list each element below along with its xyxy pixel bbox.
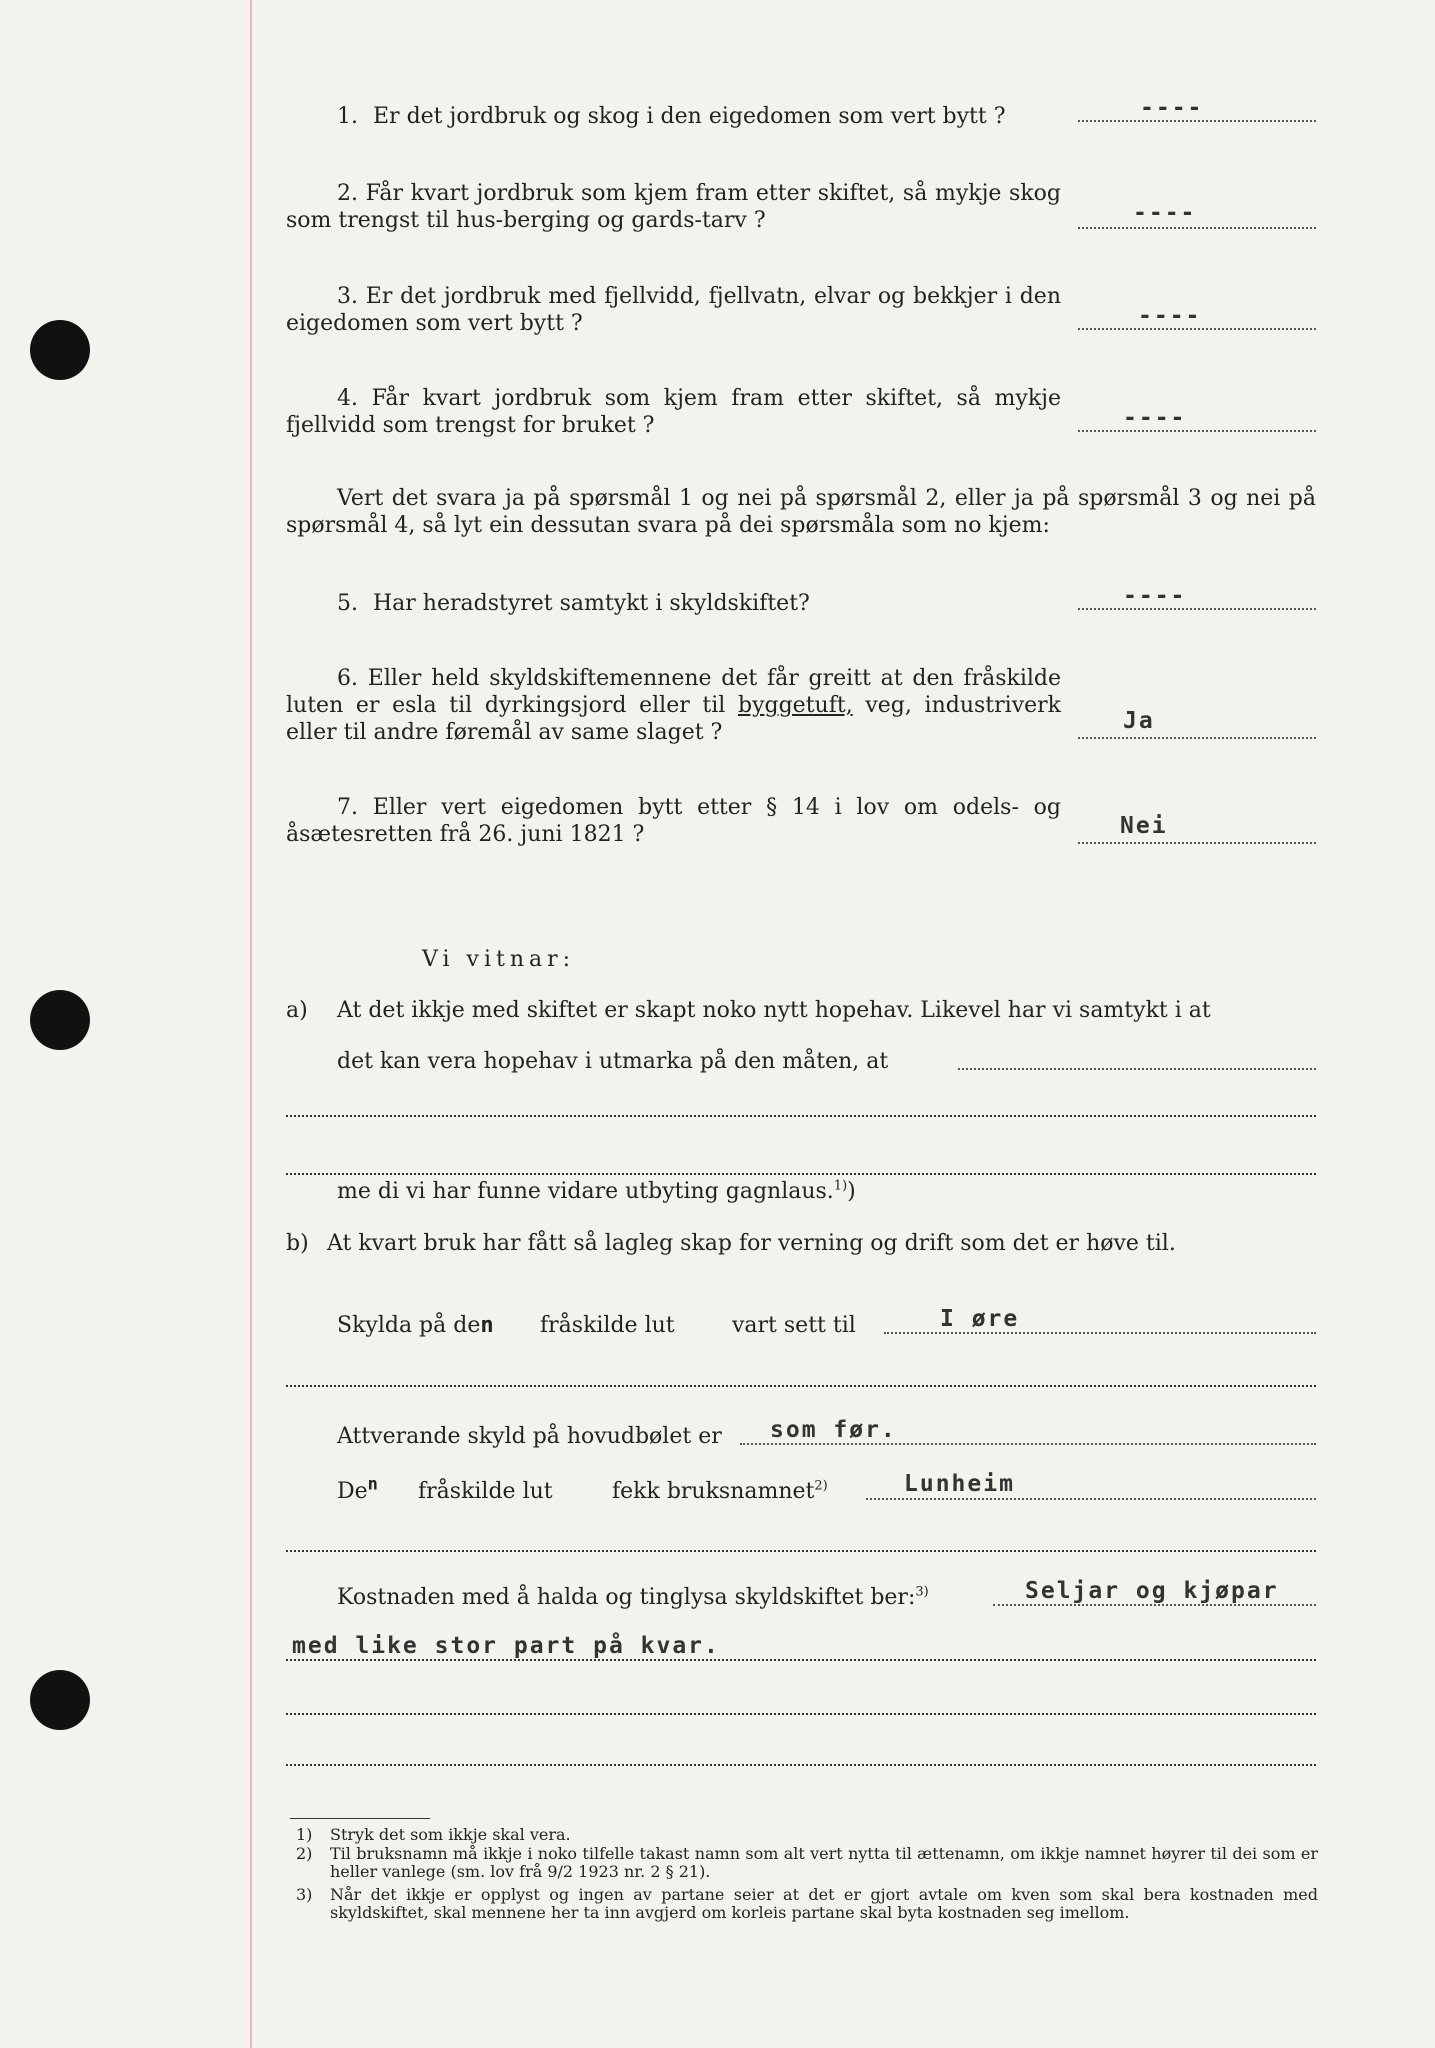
witness-b-label: b) (286, 1231, 309, 1256)
question-6-answer: Ja (1123, 708, 1155, 734)
question-7-number: 7. (337, 795, 358, 820)
kostnad-value-2: med like stor part på kvar. (292, 1633, 720, 1659)
kostnad-label (337, 1584, 929, 1611)
question-6-text-end: veg, industriverk eller til andre føremål av same slaget ? (286, 693, 1061, 745)
fill-line (286, 1550, 1316, 1552)
question-4-answer: ---- (1123, 405, 1187, 431)
witness-a-line1: At det ikkje med skiftet er skapt noko nytt hopehav. Likevel har vi samtykt i at (337, 998, 1211, 1023)
question-2 (286, 180, 1061, 234)
footnote-rule (290, 1818, 430, 1819)
skyld-label (337, 1312, 494, 1339)
question-7-text: Eller vert eigedomen bytt etter § 14 i lov om odels- og åsætesretten frå 26. juni 1821 ? (286, 795, 1061, 847)
punch-hole (30, 320, 90, 380)
bruksnamn-label-b: fråskilde lut (418, 1479, 553, 1504)
witness-heading: Vi vitnar: (422, 947, 576, 972)
fill-line (286, 1115, 1316, 1117)
question-1-answer: ---- (1140, 95, 1204, 121)
footnote-ref: 1) (833, 1178, 848, 1194)
question-3-number: 3. (337, 284, 358, 309)
question-2-answer: ---- (1133, 200, 1197, 226)
question-6-underlined: byggetuft, (738, 693, 853, 718)
margin-line (250, 0, 252, 2048)
footnote-1-text: Stryk det som ikkje skal vera. (330, 1825, 571, 1844)
bruksnamn-label-a: De (337, 1479, 368, 1504)
question-3-answer: ---- (1138, 303, 1202, 329)
witness-a-line3-text: me di vi har funne vidare utbyting gagnlaus. (337, 1179, 834, 1204)
fill-line (286, 1659, 1316, 1661)
kostnad-value-1: Seljar og kjøpar (1025, 1578, 1279, 1604)
intro-text: Vert det svara ja på spørsmål 1 og nei på spørsmål 2, eller ja på spørsmål 3 og nei på spørsmål 4, så lyt ein dessutan svara på dei spørsmåla som no kjem: (286, 486, 1316, 538)
skyld-label-b: fråskilde lut (540, 1313, 675, 1338)
answer-line (1078, 608, 1316, 610)
fill-line (993, 1604, 1316, 1606)
answer-line (1078, 842, 1316, 844)
bruksnamn-handwritten-n: n (367, 1474, 378, 1495)
footnote-ref: 3) (915, 1584, 929, 1600)
fill-line (958, 1068, 1316, 1070)
attverande-label: Attverande skyld på hovudbølet er (337, 1424, 722, 1449)
question-6-number: 6. (337, 666, 358, 691)
footnote-3-mark: 3) (296, 1885, 313, 1904)
question-4 (286, 385, 1061, 439)
question-7 (286, 794, 1061, 848)
fill-line (286, 1385, 1316, 1387)
question-2-text: Får kvart jordbruk som kjem fram etter skiftet, så mykje skog som trengst til hus-berging og gards-tarv ? (286, 181, 1061, 233)
question-6-text: Eller held skyldskiftemennene det får greitt at den fråskilde luten er esla til dyrkingsjord eller til (286, 666, 1061, 718)
bruksnamn-label (337, 1474, 378, 1505)
witness-a-label: a) (286, 998, 308, 1023)
fill-line (884, 1332, 1316, 1334)
attverande-value: som før. (770, 1417, 897, 1443)
punch-hole (30, 1670, 90, 1730)
skyld-label-c: vart sett til (732, 1313, 856, 1338)
question-7-answer: Nei (1120, 813, 1168, 839)
punch-hole (30, 990, 90, 1050)
witness-a-line3: me di vi har funne vidare utbyting gagnlaus.$^{1)}$) (337, 1178, 856, 1204)
witness-b-line: At kvart bruk har fått så lagleg skap for verning og drift som det er høve til. (327, 1231, 1176, 1256)
bruksnamn-label-c-text: fekk bruksnamnet (612, 1479, 815, 1504)
fill-line (740, 1443, 1316, 1445)
question-3-text: Er det jordbruk med fjellvidd, fjellvatn, elvar og bekkjer i den eigedomen som vert bytt ? (286, 284, 1061, 336)
question-4-number: 4. (337, 386, 358, 411)
fill-line (286, 1764, 1316, 1766)
answer-line (1078, 227, 1316, 229)
fill-line (866, 1498, 1316, 1500)
question-5-answer: ---- (1123, 583, 1187, 609)
question-5-number: 5. (337, 591, 358, 616)
skyld-value: I øre (940, 1306, 1020, 1332)
question-4-text: Får kvart jordbruk som kjem fram etter skiftet, så mykje fjellvidd som trengst for bruket ? (286, 386, 1061, 438)
kostnad-label-text: Kostnaden med å halda og tinglysa skyldskiftet ber: (337, 1585, 916, 1610)
footnote-2-mark: 2) (296, 1844, 313, 1863)
answer-line (1078, 430, 1316, 432)
witness-a-line2: det kan vera hopehav i utmarka på den måten, at (337, 1049, 889, 1074)
fill-line (286, 1173, 1316, 1175)
footnote-ref: 2) (814, 1478, 828, 1494)
question-1-number: 1. (337, 104, 358, 129)
answer-line (1078, 737, 1316, 739)
question-1-text: Er det jordbruk og skog i den eigedomen som vert bytt ? (373, 104, 1006, 129)
footnote-1-mark: 1) (296, 1825, 313, 1844)
question-3 (286, 283, 1061, 337)
question-5-text: Har heradstyret samtykt i skyldskiftet? (373, 591, 810, 616)
skyld-label-a: Skylda på de (337, 1313, 481, 1338)
footnote-2-text: Til bruksnamn må ikkje i noko tilfelle takast namn som alt vert nytta til ættenamn, om ikkje namnet høyrer til dei som er heller vanlege (sm. lov frå 9/2 1923 nr. 2 § 21). (330, 1844, 1318, 1881)
question-2-number: 2. (337, 181, 358, 206)
skyld-handwritten-n: n (480, 1313, 494, 1338)
question-6 (286, 665, 1061, 746)
bruksnamn-value: Lunheim (904, 1471, 1015, 1497)
bruksnamn-label-c (612, 1478, 828, 1505)
footnote-3-text: Når det ikkje er opplyst og ingen av partane seier at det er gjort avtale om kven som skal bera kostnaden med skyldskiftet, skal mennene her ta inn avgjerd om korleis partane skal byta kostnaden seg imellom. (330, 1885, 1318, 1922)
fill-line (286, 1713, 1316, 1715)
